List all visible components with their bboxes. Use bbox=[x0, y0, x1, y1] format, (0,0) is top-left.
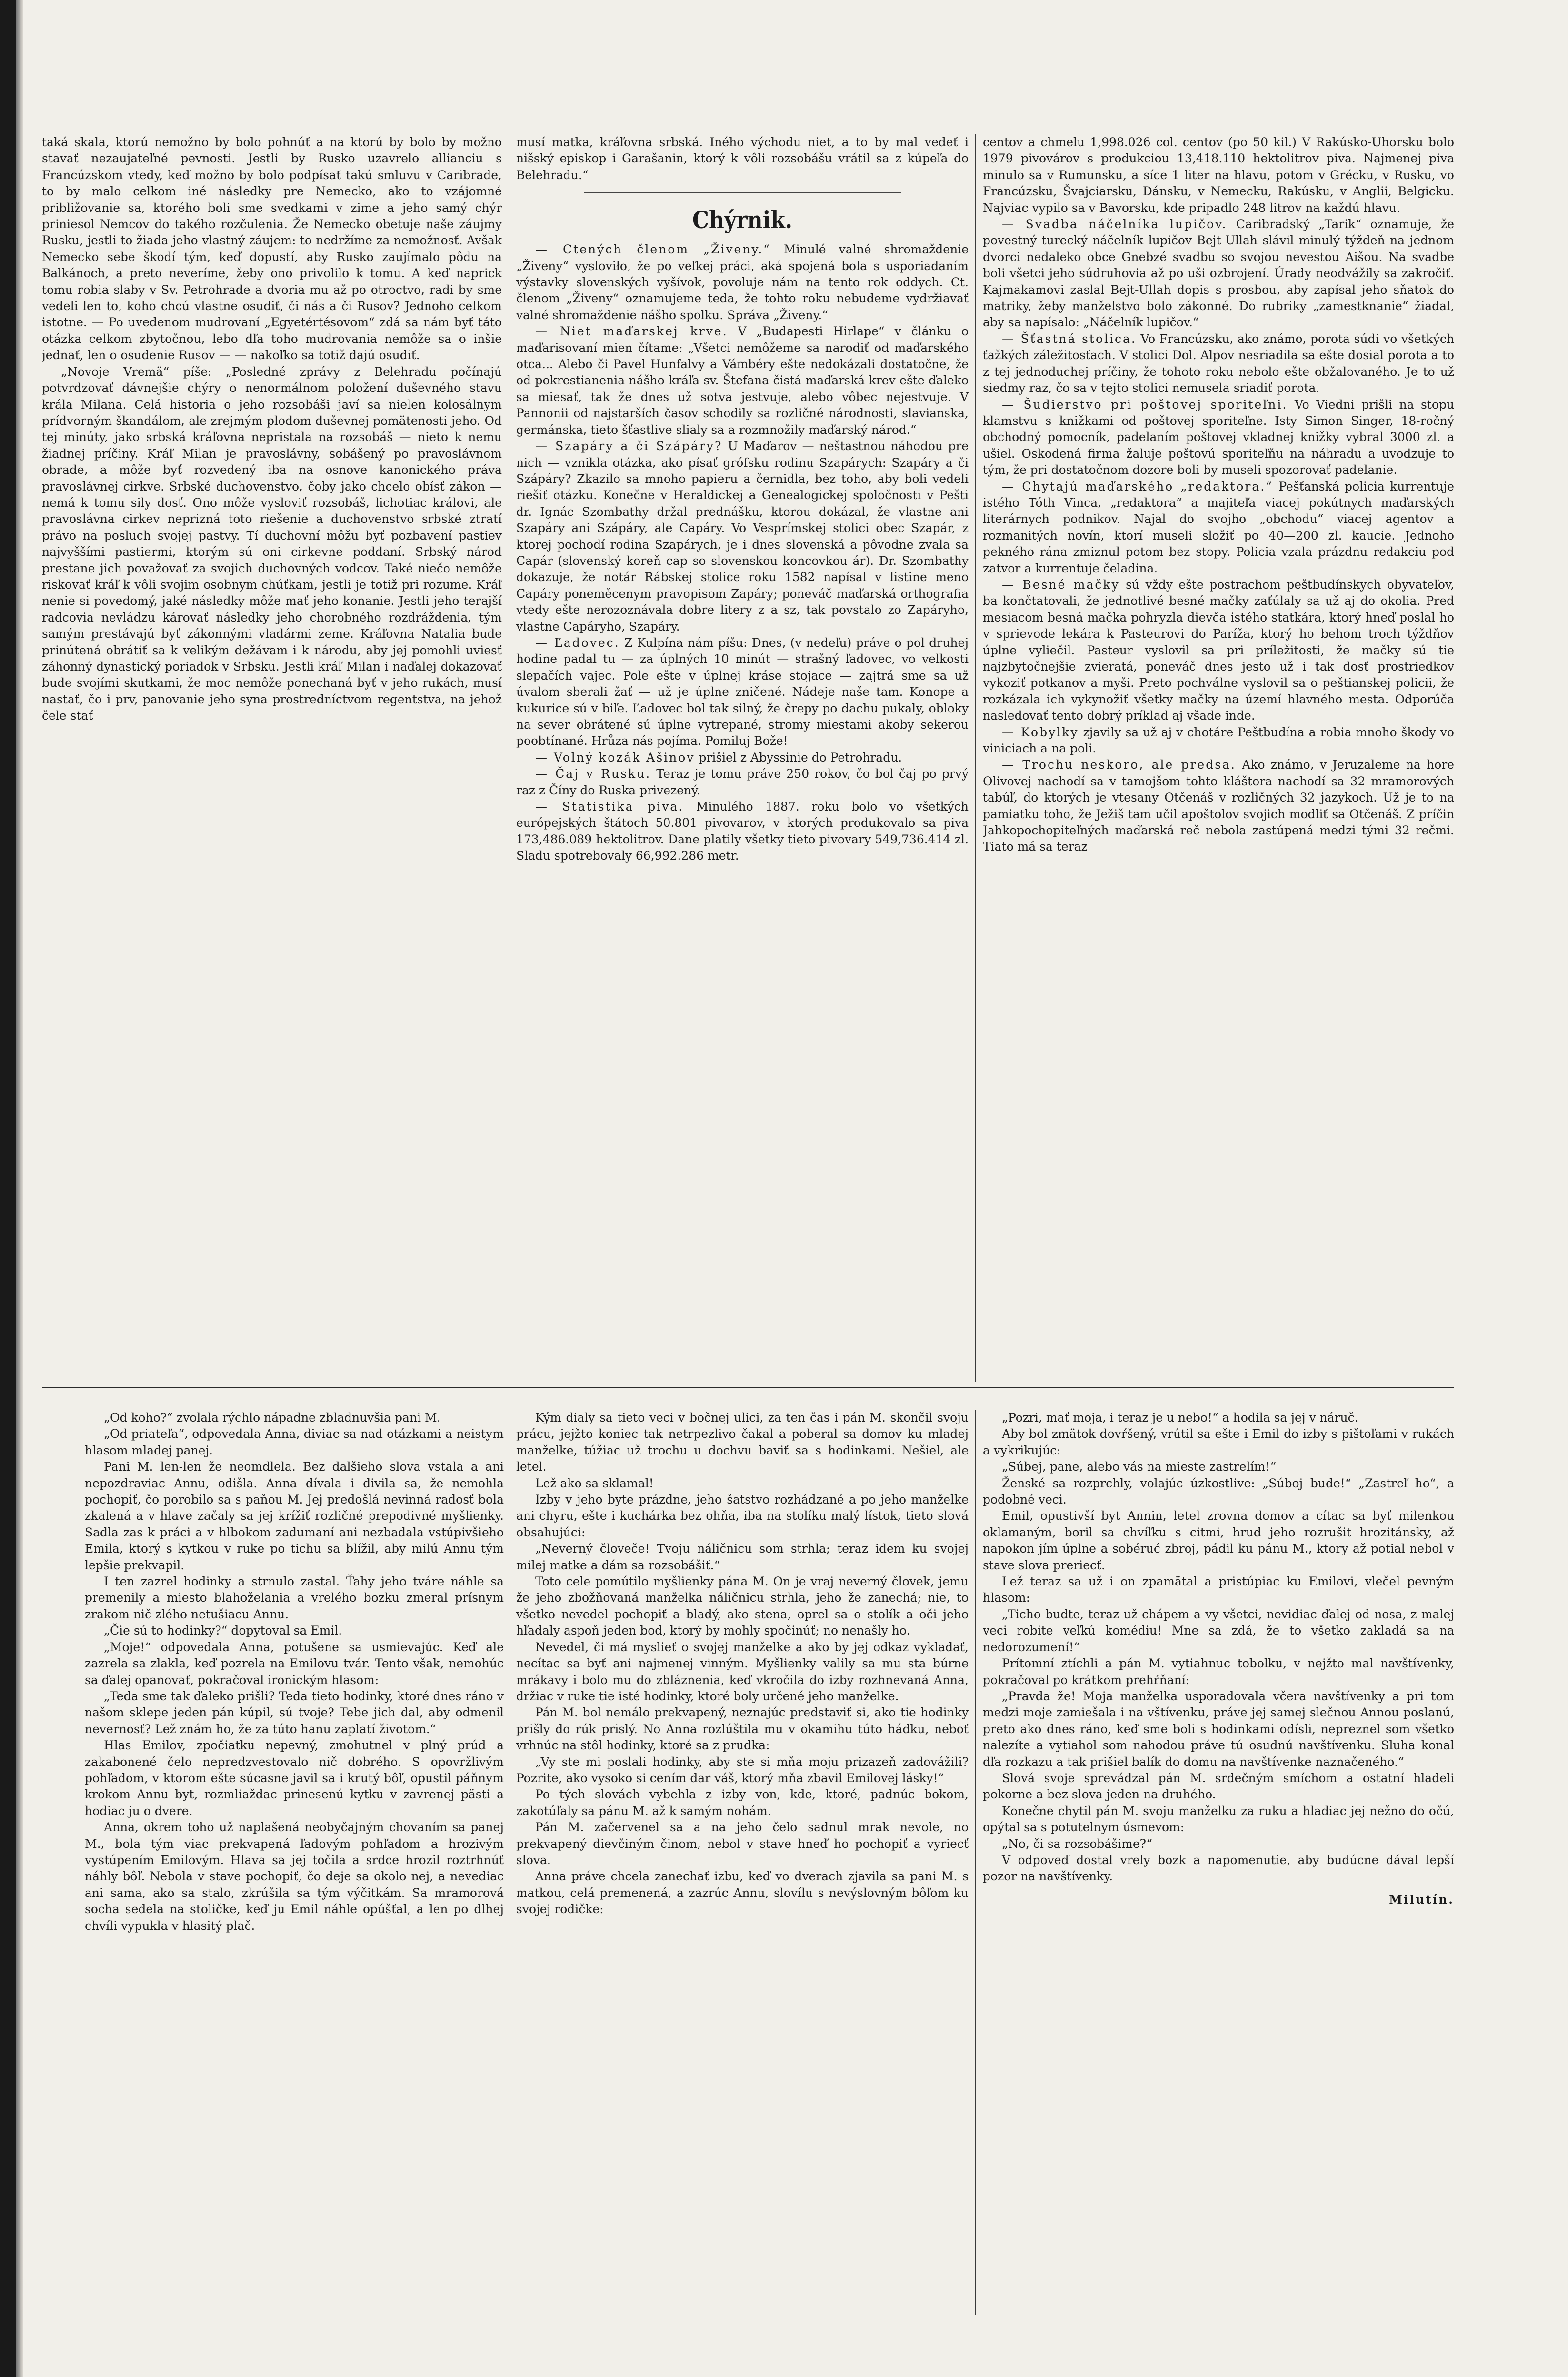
news-item bbox=[983, 331, 1454, 397]
news-item-body: prišiel z Abyssinie do Petrohradu. bbox=[695, 750, 902, 764]
news-item bbox=[983, 216, 1454, 331]
paragraph: „Ticho budte, teraz už chápem a vy všetci, nevidiac ďalej od nosa, z malej veci robite veľkú komédiu! Mne sa zdá, že to všetko zakladá sa na nedorozumení!“ bbox=[983, 1607, 1454, 1654]
news-item bbox=[983, 577, 1454, 724]
paragraph: Hlas Emilov, zpočiatku nepevný, zmohutnel v plný prúd a zakabonené čelo nepredzvestovalo nič dobrého. S opovržlivým pohľadom, v ktorom ešte súcasne javil sa i krutý bôľ, opustil páňnym krokom Annu byt, rozmliaždac prinesenú kytku v zavrenej pästi a hodiac ju o dvere. bbox=[85, 1738, 504, 1818]
paragraph: „No, či sa rozsobášime?“ bbox=[1002, 1836, 1152, 1851]
news-item-body: sú vždy ešte postrachom peštbudínskych obyvateľov, ba končtatovali, že jednotlivé besné mačky zaťúlaly sa už aj do okolia. Pred mesiacom besná mačka pohryzla dievča istého statkára, ktorý hneď poslal ho v sprievode lekára k Pasteurovi do Paríža, ktorý ho behom troch týždňov úplne vyliečil. Pasteur vyslovil sa pri príležitosti, že mačky sú tie najzbytočnejšie zvieratá, poneváč dnes jesto už i tak dosť prostriedkov vykoziť potkanov a myši. Preto pochválne vyslovil sa o peštianskej policii, že rozkázala ich vykynožiť všetky mačky na území hlavného mesta. Odporúča nasledovať tento dobrý príklad aj všade inde. bbox=[983, 577, 1454, 723]
news-item bbox=[516, 438, 969, 635]
paragraph: „Pravda že! Moja manželka usporadovala včera navštívenky a pri tom medzi moje zamiešala i na vštívenku, práve jej samej slečnou Annou poslanú, preto ako dnes ráno, keď sme boli s hodinkami odísli, nepreznel som všetko nalezíte a vytiahol som nahodou práve tú osudnú navštívenku. Sluha konal dľa rozkazu a tak prišiel balík do domu na navštívenke naznačeného.“ bbox=[983, 1689, 1454, 1769]
paragraph: Anna, okrem toho už naplašená neobyčajným chovaním sa panej M., bola tým viac prekvapená ľadovým pohľadom a hrozivým vystúpením Emilovým. Hlava sa jej točila a srdce hrozil roztrhnúť náhly bôľ. Nebola v stave pochopiť, čo deje sa okolo nej, a nevediac ani sama, ako sa stalo, zkrúšila sa tým výčitkám. Sa mramorová socha sedela na stoličke, keď ju Emil náhle opúšťal, a len po dlhej chvíli vypukla v hlasitý plač. bbox=[85, 1820, 504, 1933]
news-item-body: U Maďarov — neštastnou náhodou pre nich — vznikla otázka, ako písať grófsku rodinu Szapárych: Szapáry a či Szápáry? Zkazilo sa mnoho papieru a černidla, bez toho, aby boli vedeli riešiť otázku. Konečne v Heraldickej a Genealogickej spoločnosti v Pešti dr. Ignác Szombathy držal prednášku, ktorou dokázal, že vlastne ani Szapáry ani Szápáry, ale Capáry. Vo Vesprímskej stolici obec Szapár, z ktorej pochodí rodina Szapárych, je i dnes slovenská a pôvodne zvala sa Capár (slovenský koreň cap so slovenskou koncovkou ár). Dr. Szombathy dokazuje, že notár Rábskej stolice roku 1582 napísal v listine meno Capáry poneměcenym pravopisom Zapáry; poneváč maďarská orthografia vtedy ešte nerozoznávala dobre litery z a sz, tak povstalo zo Zapáryho, vlastne Capáryho, Szapáry. bbox=[516, 439, 969, 633]
paragraph: Anna práve chcela zanechať izbu, keď vo dverach zjavila sa pani M. s matkou, celá premenená, a zazrúc Annu, slovílu s nevýslovným bôľom ku svojej rodičke: bbox=[516, 1869, 969, 1916]
paragraph: musí matka, kráľovna srbská. Iného východu niet, a to by mal vedeť i nišský episkop i Garašanin, ktorý k vôli rozsobášu vrátil sa z kúpeľa do Belehradu.“ bbox=[516, 135, 969, 182]
news-item-body: Vo Francúzsku, ako známo, porota súdi vo všetkých ťažkých záležitosťach. V stolici Dol. Alpov nesriadila sa ešte dosial porota a to z tej jednoduchej príčiny, že tohoto roku nebolo ešte obžalovaného. Je to už siedmy raz, čo sa v tejto stolici nemusela sriadiť porota. bbox=[983, 331, 1454, 395]
news-item-heading: — Šudierstvo pri poštovej sporiteľni. bbox=[1002, 397, 1288, 411]
news-item bbox=[516, 750, 969, 766]
top-column-1 bbox=[42, 134, 502, 1382]
news-item-body: Vo Viedni prišli na stopu klamstvu s knižkami od poštovej sporiteľne. Isty Simon Singer, 18-ročný obchodný pomocník, padelaním poštovej vkladnej knižky vybral 3000 zl. a ušiel. Oskodená firma žaluje poštovú sporiteľňu na náhradu a uvodzuje to tým, že pri dostatočnom dozore boli by museli spozorovať padelanie. bbox=[983, 397, 1454, 477]
paragraph: V odpoveď dostal vrely bozk a napomenutie, aby budúcne dával lepší pozor na navštívenky. bbox=[983, 1853, 1454, 1884]
news-item-body: Minulé valné shromaždenie „Živeny“ vysloviło, že po veľkej práci, aká spojená bola s usporiadaním výstavky slovenských vyšívok, povoluje nám na tento rok oddych. Ct. členom „Živeny“ oznamujeme teda, že tohto roku nebudeme vydržiavať valné shromaždenie nášho spolku. Správa „Živeny.“ bbox=[516, 242, 969, 322]
newspaper-page bbox=[23, 0, 1568, 2377]
news-item-body: V „Budapesti Hirlape“ v článku o maďarisovaní mien čítame: „Všetci nemôžeme sa narodiť od maďarského otca... Alebo či Pavel Hunfalvy a Vámbéry ešte nedokázali dostatočne, že od pokrestianenia nášho kráľa sv. Štefana čistá maďarská krev ešte ďaleko sa miesať, tak že dnes už sotva jestvuje, alebo vôbec nejestvuje. V Pannonii od najstarších časov schodily sa rozličné národnosti, slavianska, germánska, tieto šťastlive slialy sa a rozmnožily maďarský národ.“ bbox=[516, 324, 969, 437]
paragraph: „Vy ste mi poslali hodinky, aby ste si mňa moju prizazeň zadovážili? Pozrite, ako vysoko si cením dar váš, ktorý mňa zbavil Emilovej lásky!“ bbox=[516, 1755, 969, 1785]
paragraph: Aby bol zmätok dovŕšený, vrútil sa ešte i Emil do izby s pištoľami v rukách a vykrikujúc: bbox=[983, 1427, 1454, 1457]
feuilleton-column-2 bbox=[516, 1410, 969, 2315]
news-item-body: Ako známo, v Jeruzaleme na hore Olivovej nachodí sa v tamojšom tohto kláštora nachodí sa 32 mramorových tabúľ, do ktorých je vtesany Otčenáš v rozličných 32 jazykoch. Už je to na pamiatku toho, že Ježiš tam učil apoštolov svojich modliť sa Otčenáš. Z príčin Jahkopochopiteľných maďarská reč nebola zastúpená medzi tými 32 rečmi. Tiato má sa teraz bbox=[983, 758, 1454, 854]
news-item-heading: — Svadba náčelníka lupičov. bbox=[1002, 217, 1228, 231]
news-item-heading: — Šťastná stolica. bbox=[1002, 331, 1137, 346]
news-item-heading: — Volný kozák Ašinov bbox=[535, 750, 695, 764]
news-item bbox=[516, 799, 969, 864]
paragraph: „Neverný človeče! Tvoju náličnicu som strhla; teraz idem ku svojej milej matke a dám sa rozsobášiť.“ bbox=[516, 1542, 969, 1572]
news-item bbox=[983, 479, 1454, 577]
news-item-heading: — Kobylky bbox=[1002, 725, 1079, 739]
feuilleton-column-1 bbox=[85, 1410, 504, 2315]
news-item-heading: — Niet maďarskej krve. bbox=[535, 324, 728, 339]
news-item bbox=[983, 397, 1454, 479]
news-item bbox=[516, 323, 969, 438]
news-item-body: zjavily sa už aj v chotáre Peštbudína a robia mnoho škody vo viniciach a na poli. bbox=[983, 725, 1454, 756]
feuilleton-column-3 bbox=[983, 1410, 1454, 2315]
paragraph: Pán M. začervenel sa a na jeho čelo sadnul mrak nevole, no prekvapený dievčiným činom, nebol v stave hneď ho pochopiť a vyriecť slova. bbox=[516, 1820, 969, 1867]
paragraph: Konečne chytil pán M. svoju manželku za ruku a hladiac jej nežno do očú, opýtal sa s potutelnym úsmevom: bbox=[983, 1804, 1454, 1835]
top-column-3 bbox=[983, 134, 1454, 1382]
news-item-body: Teraz je tomu práve 250 rokov, čo bol čaj po prvý raz z Číny do Ruska privezený. bbox=[516, 767, 969, 797]
paragraph: „Novoje Vremä“ píše: „Posledné zprávy z Belehradu počínajú potvrdzovať dávnejšie chýry o nenormálnom položení duševného stavu krála Milana. Celá historia o jeho rozsobáši javí sa nielen kolosálnym prídvorným škandálom, ale zrejmým plodom duševnej pomätenosti jeho. Od tej minúty, jako srbská kráľovna nepristala na rozsobáš — nieto k nemu žiadnej príčiny. Kráľ Milan je pravoslávny, sobášený po pravoslávnom obrade, a môže byť rozvedený iba na osnove kanonického práva pravoslávnej cirkve. Srbské duchovenstvo, čoby jako chcelo obísť zákon — nemá k tomu sily dosť. Ono môže vysloviť rozsobáš, lichotiac královi, ale pravoslávna cirkev neprizná toto riešenie a duchovenstvo srbské ztratí právo na posluch svojej pastvy. Tí duchovní môžu byť pozbavení pastiev najvyššími pastiermi, ktorým sú oni cirkevne poddaní. Srbský národ prestane jich považovať za svojich duchovných vodcov. Také niečo nemôže riskovať kráľ k vôli svojim osobnym chúťkam, jestli je totiž pri rozume. Kráľ nenie si povedomý, jaké následky môže mať jeho konanie. Jestli jeho terajší radcovia nevládzu károvať následky jeho chorobného rozdráždenia, tým samým prestávajú byť zákonnými vladármi zeme. Kráľovna Natalia bude prinútená obrátiť sa k velikým dežávam i k národu, aby jej pomohli uviesť záhonný dynastický poriadok v Srbsku. Jestli kráľ Milan i naďalej dokazovať bude svojími skutkami, že moc nemôže ponechaná byť v jeho rukách, musí nastať, čo i prv, panovanie jeho syna prostredníctvom regentstva, na jehož čele stať bbox=[42, 364, 502, 723]
paragraph: Nevedel, či má myslieť o svojej manželke a ako by jej odkaz vykladať, necítac sa byť ani najmenej vinným. Myšlienky valily sa mu sta búrne mrákavy i bolo mu do zbláznenia, keď vkročila do izby rozhnevaná Anna, držiac v ruke tie isté hodinky, ktoré boly určené jeho manželke. bbox=[516, 1640, 969, 1703]
news-item-heading: — Statistika piva. bbox=[535, 800, 684, 814]
page-fold bbox=[16, 0, 23, 2377]
paragraph: centov a chmelu 1,998.026 col. centov (po 50 kil.) V Rakúsko-Uhorsku bolo 1979 pivovárov s produkciou 13,418.110 hektolitrov piva. Najmenej piva minulo sa v Rumunsku, a síce 1 liter na hlavu, potom v Grécku, v Rusku, vo Francúzsku, Švajciarsku, Dánsku, v Nemecku, Rakúsku, v Anglii, Belgicku. Najviac vypilo sa v Bavorsku, kde pripadlo 248 litrov na každú hlavu. bbox=[983, 135, 1454, 215]
paragraph: Ženské sa rozprchly, volajúc úzkostlive: „Súboj bude!“ „Zastreľ ho“, a podobné veci. bbox=[983, 1476, 1454, 1507]
section-title-chyrnik: Chýrnik. bbox=[692, 206, 793, 234]
news-item-body: Pešťanská policia kurrentuje istého Tóth Vinca, „redaktora“ a majiteľa viacej pokútnych maďarských literárnych podnikov. Najal do svojho „obchodu“ viacej agentov a rozmanitých novín, ktorí museli složiť po 40—200 zl. kaucie. Jednoho pekného rána zmiznul potom bez stopy. Policia vzala prázdnu redakciu pod zatvor a kurrentuje čeladina. bbox=[983, 479, 1454, 575]
paragraph: „Od priateľa“, odpovedala Anna, diviac sa nad otázkami a neistym hlasom mladej panej. bbox=[85, 1427, 504, 1457]
news-item bbox=[516, 635, 969, 750]
news-item bbox=[516, 241, 969, 323]
paragraph: Pán M. bol nemálo prekvapený, neznajúc predstaviť si, ako tie hodinky prišly do rúk prislý. No Anna rozlúštila mu v okamihu túto hádku, neboť vrhnúc na stôl hodinky, ktoré sa z prudka: bbox=[516, 1705, 969, 1753]
news-items bbox=[983, 216, 1454, 855]
news-item bbox=[983, 757, 1454, 855]
paragraph: I ten zazrel hodinky a strnulo zastal. Ťahy jeho tváre náhle sa premenily a miesto blahoželania a vrelého bozku zmeral prísnym zrakom nič zlého netušiacu Annu. bbox=[85, 1575, 504, 1621]
news-item-body: Z Kulpína nám píšu: Dnes, (v nedeľu) práve o pol druhej hodine padal tu — za úplných 10 minút — strašný ľadovec, vo velkosti slepačích vajec. Pole ešte v úplnej kráse stojace — zajtrá sme sa už úvalom sberali žať — už je úplne zničené. Nádeje naše tam. Konope a kukurice sú v biľe. Ľadovec bol tak silný, že črepy po dachu pukaly, obloky na sever obrátené sú úplne vytrepané, stromy miestami akoby sekerou poobtínané. Hrůza nás pojíma. Pomiluj Bože! bbox=[516, 635, 969, 748]
news-item-heading: — Trochu neskoro, ale predsa. bbox=[1002, 758, 1236, 772]
paragraph: Slová svoje sprevádzal pán M. srdečným smíchom a ostatní hladeli pokorne a bez slova jeden na druhého. bbox=[983, 1771, 1454, 1802]
paragraph: Pani M. len-len že neomdlela. Bez dalšieho slova vstala a ani nepozdraviac Annu, odišla. Anna dívala i divila sa, že nemohla pochopiť, čo porobilo sa s paňou M. Jej predošlá nevinná radosť bola zkalená a v hlave začaly sa jej krížiť rozličné prepodivné myšlienky. Sadla zas k práci a v hlbokom zadumaní ani nezbadala vstúpivšieho Emila, ktorý s kytkou v ruke po tichu sa blížil, aby milú Annu tým lepšie prekvapil. bbox=[85, 1460, 504, 1572]
news-item bbox=[983, 724, 1454, 757]
paragraph: „Moje!“ odpovedala Anna, potušene sa usmievajúc. Keď ale zazrela sa zlakla, keď pozrela na Emilovu tvár. Tento však, nemohúc sa ďalej opanovať, pokračoval ironickým hlasom: bbox=[85, 1640, 504, 1687]
paragraph: „Pozri, mať moja, i teraz je u nebo!“ a hodila sa jej v náruč. bbox=[1002, 1411, 1358, 1424]
paragraph: „Od koho?“ zvolala rýchlo nápadne zbladnuvšia pani M. bbox=[104, 1411, 441, 1424]
paragraph: „Teda sme tak ďaleko prišli? Teda tieto hodinky, ktoré dnes ráno v našom sklepe jeden pán kúpil, sú tvoje? Tebe jich dal, aby odmenil nevernosť? Lež znám ho, že za túto hanu zaplatí životom.“ bbox=[85, 1689, 504, 1736]
paragraph: Lež ako sa sklamal! bbox=[535, 1476, 654, 1490]
news-item-body: Minulého 1887. roku bolo vo všetkých európejských štátoch 50.801 pivovarov, v ktorých produkovalo sa piva 173,486.089 hektolitrov. Dane platily všetky tieto pivovary 549,736.414 zl. Sladu spotrebovaly 66,992.286 metr. bbox=[516, 800, 969, 863]
paragraph: taká skala, ktorú nemožno by bolo pohnúť a na ktorú by bolo by možno stavať nezaujateľné pevnosti. Jestli by Rusko uzavrelo allianciu s Francúzskom vtedy, keď možno by bolo podpísať takú smluvu v Caribrade, to by malo celkom iné následky pre Nemecko, ako to vzájomné približovanie sa, ktorého boli sme svedkami v zime a jeho samý chýr priniesol Nemcov do takého rozčulenia. Že Nemecko obetuje naše záujmy Rusku, jestli to žiada jeho vlastný záujem: to nedržíme za nemožnosť. Avšak Nemecko sebe škodí tým, keď dopustí, aby Rusko zaujímalo pôdu na Balkánoch, a preto neveríme, žeby ono privolilo k tomu. A keď naprick tomu robia slaby v Sv. Petrohrade a dvoria mu až po otroctvo, radi by sme vedeli len to, koho chcú vlastne osudiť, či nás a či Rusov? Jednoho celkom istotne. — Po uvedenom mudrovaní „Egyetértésovom“ zdá sa nám byť táto otázka celkom zbytočnou, lebo dľa toho mudrovania nemôže sa o inšie jednať, len o osudenie Rusov — — nakoľko sa totiž dajú osudiť. bbox=[42, 135, 502, 362]
news-item-heading: — Chytajú maďarského „redaktora.“ bbox=[1002, 479, 1274, 493]
author-signature: Milutín. bbox=[1389, 1892, 1454, 1906]
paragraph: Prítomní ztíchli a pán M. vytiahnuc tobolku, v nejžto mal navštívenky, pokračoval po krátkom prehŕňaní: bbox=[983, 1656, 1454, 1687]
feuilleton-separator bbox=[42, 1387, 1454, 1388]
paragraph: Kým dialy sa tieto veci v bočnej ulici, za ten čas i pán M. skončil svoju prácu, jejžto koniec tak netrpezlivo čakal a poberal sa domov ku mladej manželke, túžiac už trochu u dochvu baviť sa s hodinkami. Nešiel, ale letel. bbox=[516, 1411, 969, 1474]
paragraph: „Čie sú to hodinky?“ dopytoval sa Emil. bbox=[104, 1624, 342, 1638]
news-item-heading: — Ctených členom „Živeny.“ bbox=[535, 242, 771, 257]
top-column-2 bbox=[516, 134, 969, 1382]
paragraph: Po tých slovách vybehla z izby von, kde, ktoré, padnúc bokom, zakotúľaly sa pánu M. až k samým nohám. bbox=[516, 1787, 969, 1818]
news-item-heading: — Čaj v Rusku. bbox=[535, 767, 651, 781]
news-item bbox=[516, 766, 969, 799]
news-item-heading: — Besné mačky bbox=[1002, 577, 1120, 592]
section-rule bbox=[584, 192, 901, 193]
paragraph: Toto cele pomútilo myšlienky pána M. On je vraj neverný človek, jemu že jeho zbožňovaná manželka náličnicu strhla, jeho že zanechá; nie, to všetko nevedel pochopiť a bladý, ako stena, oprel sa o stolík a oči jeho hľadaly aspoň jeden bod, ktorý by mohly spočinúť; no nenašly ho. bbox=[516, 1575, 969, 1638]
paragraph: Lež teraz sa už i on zpamätal a pristúpiac ku Emilovi, vlečel pevným hlasom: bbox=[983, 1575, 1454, 1605]
news-items bbox=[516, 241, 969, 864]
paragraph: Izby v jeho byte prázdne, jeho šatstvo rozhádzané a po jeho manželke ani chyru, ešte i kuchárka bez ohňa, iba na stolíku malý lístok, tieto slová obsahujúci: bbox=[516, 1493, 969, 1539]
news-item-heading: — Ľadovec. bbox=[535, 635, 620, 650]
news-item-body: Caribradský „Tarik“ oznamuje, že povestný turecký náčelník lupičov Bejt-Ullah slávil minulý týždeň na jednom dvorci nedaleko obce Gnebzé svadbu so svojou nevestou Aišou. Na svadbe boli všetci jeho súdruhovia až po uši ozbrojení. Úrady neodvážily sa zakročiť. Kajmakamovi zaslal Bejt-Ullah dopis s prosbou, aby zapísal jeho sňatok do matriky, žeby manželstvo bolo zákonné. Do rubriky „zamestknanie“ žiadal, aby sa napísalo: „Náčelník lupičov.“ bbox=[983, 217, 1454, 330]
column-divider bbox=[975, 134, 976, 1382]
paragraph: Emil, opustivší byt Annin, letel zrovna domov a cítac sa byť milenkou oklamaným, boril sa chvíľku s citmi, hrud jeho rozrušit hrozitánsky, až napokon jím úplne a sobéruć zbroj, pádil ku pánu M., ktory až potial nebol v stave slova preriecť. bbox=[983, 1509, 1454, 1572]
page-edge-shadow bbox=[0, 0, 16, 2377]
column-divider bbox=[975, 1410, 976, 2315]
paragraph: „Súbej, pane, alebo vás na mieste zastrelím!“ bbox=[1002, 1460, 1277, 1474]
news-item-heading: — Szapáry a či Szápáry? bbox=[535, 439, 723, 453]
